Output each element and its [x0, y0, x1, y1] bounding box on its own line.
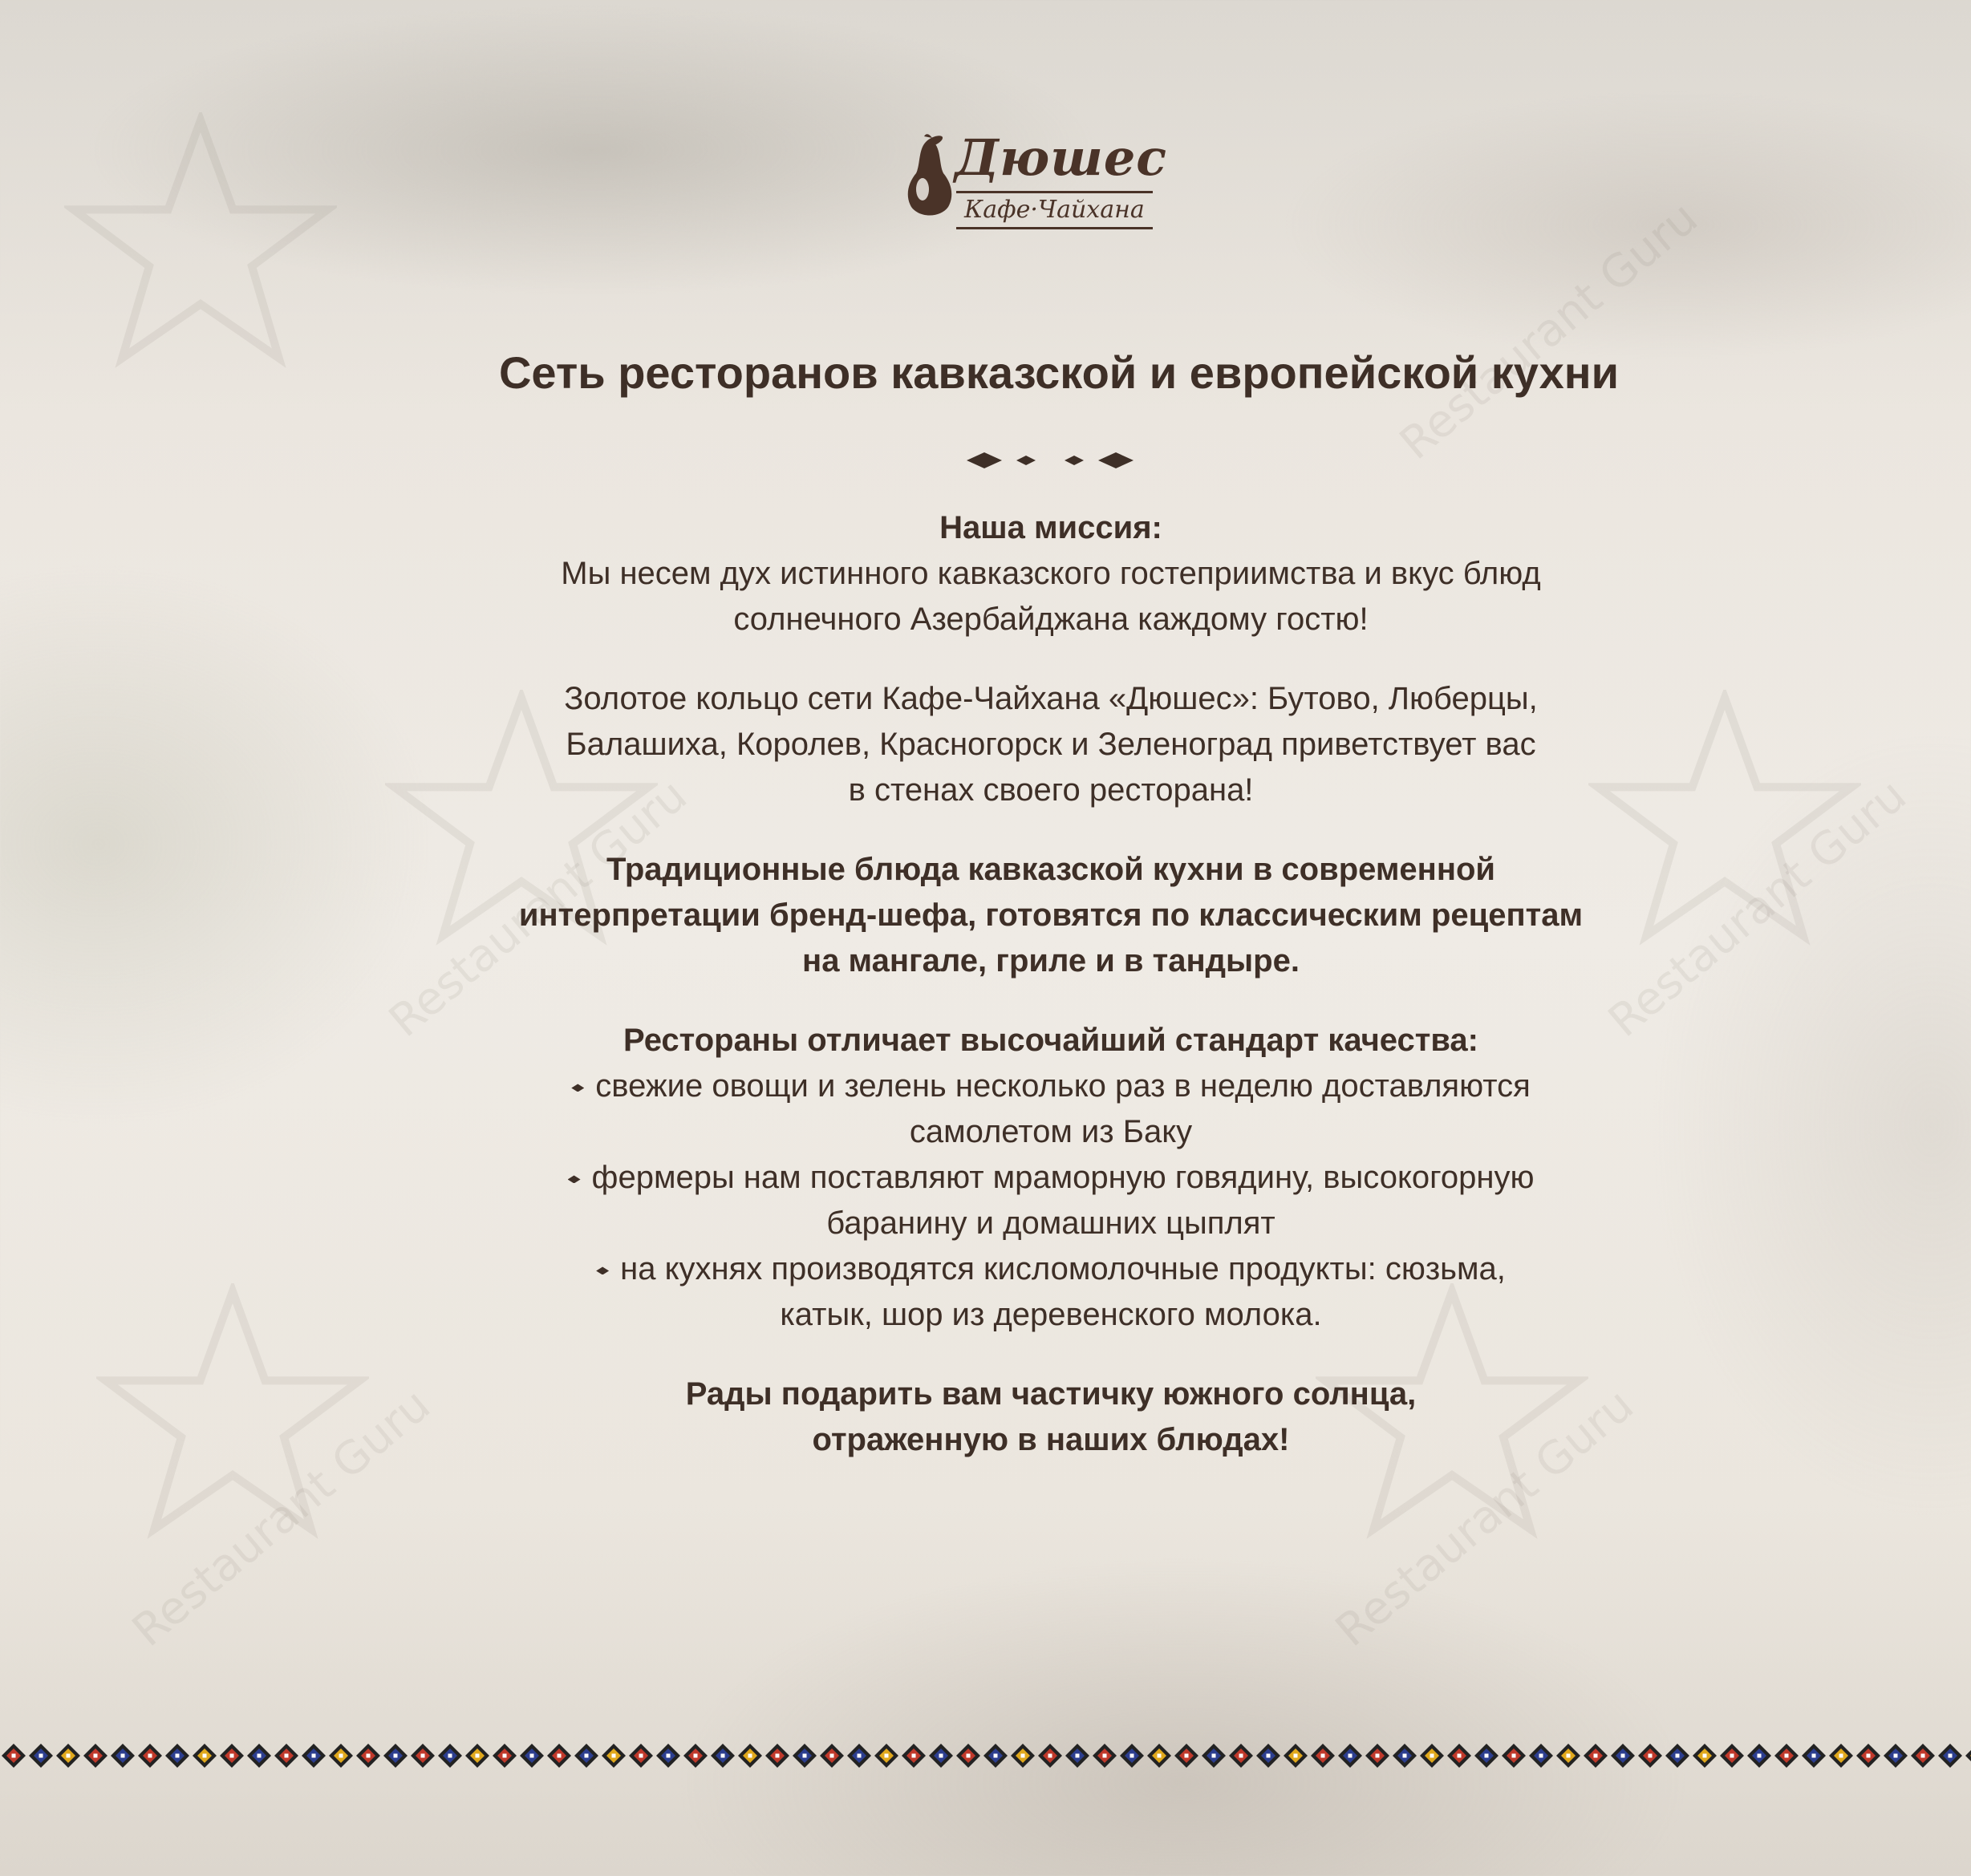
ornament-dot [448, 1754, 452, 1758]
ornament-dot [1594, 1754, 1598, 1758]
ornament-dot [1785, 1754, 1789, 1758]
ornament-dot [176, 1754, 180, 1758]
ornament-dot [1458, 1754, 1462, 1758]
watermark-text: Restaurant Guru [1326, 1379, 1644, 1657]
ornament-dot [830, 1754, 834, 1758]
ornament-dot [1676, 1754, 1680, 1758]
ornament-dot [148, 1754, 152, 1758]
ornament-dot [1703, 1754, 1707, 1758]
ornament-dot [1185, 1754, 1189, 1758]
ornament-dot [1621, 1754, 1625, 1758]
quality-item: свежие овощи и зелень несколько раз в неделю доставляются [433, 1064, 1669, 1109]
ornament-dot [1812, 1754, 1816, 1758]
ornament-dot [367, 1754, 371, 1758]
ornament-dot [503, 1754, 507, 1758]
ornament-dot [1539, 1754, 1543, 1758]
ornament-dot [1758, 1754, 1762, 1758]
ornament-dot [1485, 1754, 1489, 1758]
ornament-dot [1267, 1754, 1271, 1758]
diamond-divider-icon [967, 446, 1135, 475]
ornament-dot [394, 1754, 398, 1758]
page-title: Сеть ресторанов кавказской и европейской кухни [498, 347, 1620, 398]
ring-line: в стенах своего ресторана! [848, 772, 1254, 808]
quality-item: фермеры нам поставляют мраморную говядину, высокогорную [433, 1155, 1669, 1201]
ornament-dot [1403, 1754, 1407, 1758]
ornament-dot [1021, 1754, 1025, 1758]
ornament-dot [612, 1754, 616, 1758]
mission-title: Наша миссия: [939, 510, 1162, 545]
ornament-dot [912, 1754, 916, 1758]
ornament-dot [939, 1754, 943, 1758]
ornament-dot [1348, 1754, 1353, 1758]
ring-line: Золотое кольцо сети Кафе-Чайхана «Дюшес»: Бутово, Люберцы, [564, 681, 1538, 716]
ornament-dot [1921, 1754, 1925, 1758]
ornament-dot [803, 1754, 807, 1758]
ornament-dot [339, 1754, 343, 1758]
ornament-dot [121, 1754, 125, 1758]
ornament-dot [312, 1754, 316, 1758]
brand-subtitle: Кафе·Чайхана [956, 191, 1153, 229]
watermark-star-icon [96, 1283, 369, 1540]
ornament-dot [1430, 1754, 1434, 1758]
duchess-pear-icon [902, 132, 958, 220]
ornament-dot [1512, 1754, 1516, 1758]
tradition-line: Традиционные блюда кавказской кухни в современной [606, 852, 1496, 887]
ornament-dot [67, 1754, 71, 1758]
ornament-dot [1867, 1754, 1871, 1758]
quality-item-cont: самолетом из Баку [909, 1114, 1193, 1149]
mission-line: Мы несем дух истинного кавказского гостеприимства и вкус блюд [561, 556, 1541, 591]
ornament-dot [1649, 1754, 1653, 1758]
ornament-dot [476, 1754, 480, 1758]
ornament-border [0, 1742, 1971, 1769]
ornament-dot [885, 1754, 889, 1758]
ornament-dot [1076, 1754, 1080, 1758]
ornament-dot [558, 1754, 562, 1758]
watermark-text: Restaurant Guru [379, 769, 697, 1047]
ornament-dot [1130, 1754, 1134, 1758]
ornament-dot [1294, 1754, 1298, 1758]
ornament-dot [203, 1754, 207, 1758]
tradition-line: интерпретации бренд-шефа, готовятся по классическим рецептам [518, 897, 1584, 933]
ornament-dot [1158, 1754, 1162, 1758]
ornament-dot [639, 1754, 643, 1758]
ornament-dot [421, 1754, 425, 1758]
quality-item-cont: баранину и домашних цыплят [826, 1205, 1275, 1241]
ornament-dot [1949, 1754, 1953, 1758]
ornament-dot [748, 1754, 752, 1758]
ornament-dot [1321, 1754, 1325, 1758]
ornament-dot [1048, 1754, 1052, 1758]
quality-item: на кухнях производятся кисломолочные продукты: сюзьма, [433, 1246, 1669, 1292]
ornament-dot [1567, 1754, 1571, 1758]
ornament-dot [285, 1754, 289, 1758]
ornament-dot [1376, 1754, 1380, 1758]
ornament-dot [230, 1754, 234, 1758]
closing-line: отраженную в наших блюдах! [812, 1422, 1290, 1457]
ornament-dot [258, 1754, 262, 1758]
ornament-dot [994, 1754, 998, 1758]
ornament-dot [1839, 1754, 1843, 1758]
tradition-line: на мангале, гриле и в тандыре. [802, 943, 1300, 979]
ornament-dot [1894, 1754, 1898, 1758]
brand-logo [898, 120, 1187, 241]
watermark-star-icon [64, 112, 337, 369]
quality-item-cont: катык, шор из деревенского молока. [780, 1297, 1322, 1332]
ornament-dot [585, 1754, 589, 1758]
brand-name: Дюшес [955, 128, 1168, 187]
ornament-dot [858, 1754, 862, 1758]
ornament-dot [39, 1754, 43, 1758]
ornament-dot [694, 1754, 698, 1758]
ornament-dot [721, 1754, 725, 1758]
ornament-dot [12, 1754, 16, 1758]
ring-line: Балашиха, Королев, Красногорск и Зеленоград приветствует вас [566, 727, 1536, 762]
watermark-text: Restaurant Guru [1599, 769, 1916, 1047]
ornament-dot [776, 1754, 780, 1758]
ornament-dot [530, 1754, 534, 1758]
ornament-dot [1239, 1754, 1243, 1758]
ornament-diamond [1965, 1744, 1971, 1768]
mission-line: солнечного Азербайджана каждому гостю! [733, 602, 1369, 637]
ornament-dot [94, 1754, 98, 1758]
ornament-dot [667, 1754, 671, 1758]
watermark-text: Restaurant Guru [123, 1379, 440, 1657]
ornament-dot [967, 1754, 971, 1758]
quality-title: Рестораны отличает высочайший стандарт качества: [623, 1023, 1478, 1058]
about-text [433, 505, 1669, 1463]
ornament-dot [1730, 1754, 1734, 1758]
ornament-dot [1103, 1754, 1107, 1758]
ornament-dot [1212, 1754, 1216, 1758]
closing-line: Рады подарить вам частичку южного солнца, [685, 1376, 1417, 1412]
watermark-text: Restaurant Guru [1390, 192, 1708, 470]
